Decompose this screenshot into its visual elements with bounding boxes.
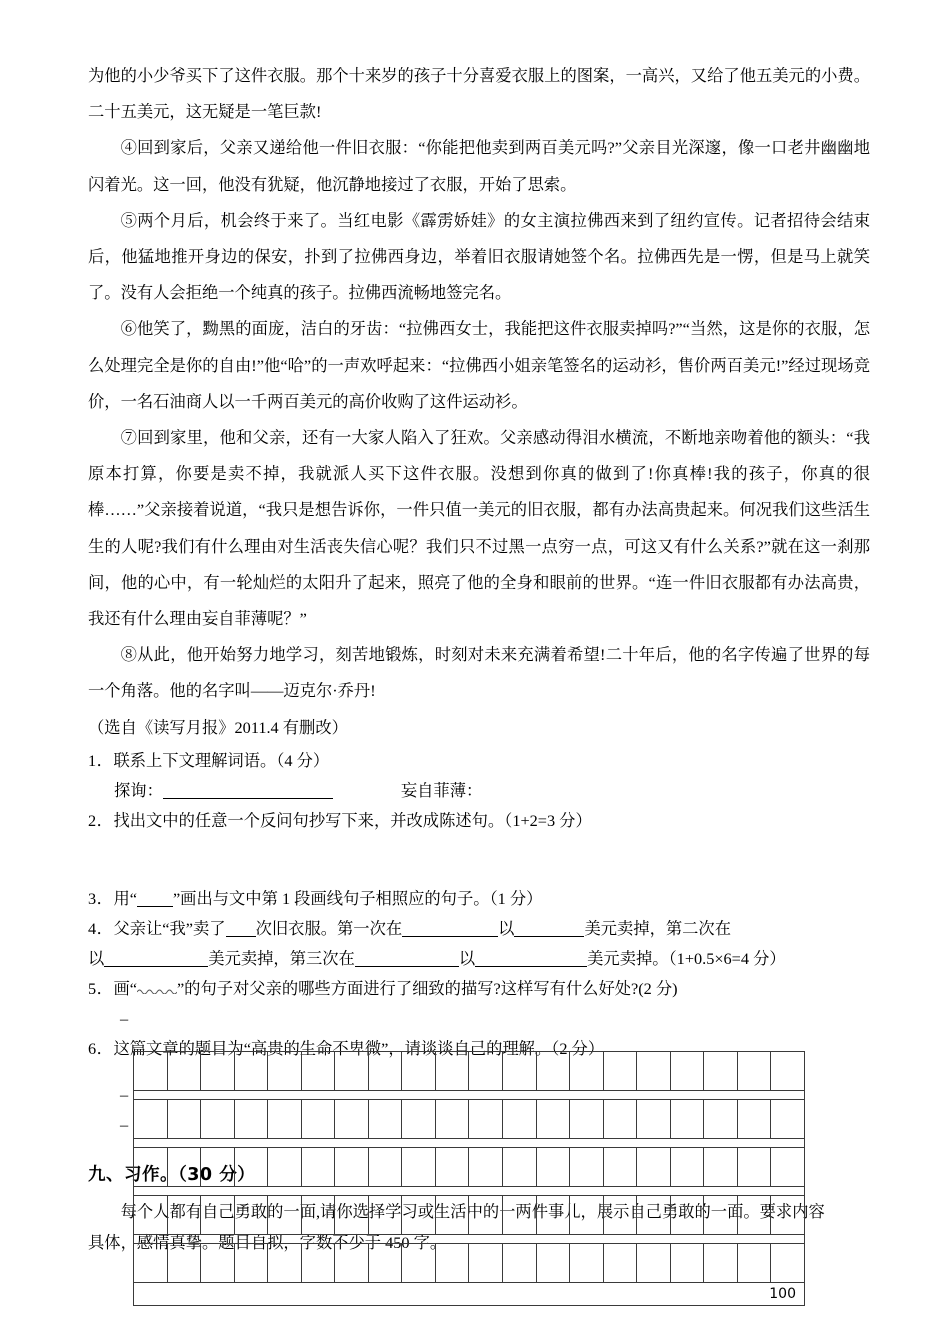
composition-writing-grid[interactable]: [133, 1051, 805, 1306]
question-4-blank-1[interactable]: [226, 919, 256, 937]
composition-grid-cell[interactable]: [134, 1148, 168, 1187]
composition-grid-cell[interactable]: [704, 1148, 738, 1187]
composition-grid-cell[interactable]: [402, 1244, 436, 1283]
wavy-underline-icon: [137, 980, 177, 996]
question-4-number: 4．: [88, 918, 114, 938]
composition-grid-row[interactable]: [134, 1100, 805, 1139]
composition-grid-separator-cell: [134, 1235, 805, 1244]
composition-grid-cell[interactable]: [637, 1100, 671, 1139]
composition-grid-row[interactable]: [134, 1148, 805, 1187]
composition-grid-cell[interactable]: [603, 1196, 637, 1235]
question-4-blank-4[interactable]: [104, 949, 208, 967]
question-1: [88, 746, 870, 776]
composition-grid-cell[interactable]: [234, 1052, 268, 1091]
question-4-text-f: 美元卖掉，第三次在: [208, 948, 355, 968]
composition-grid-cell[interactable]: [435, 1052, 469, 1091]
composition-grid-cell[interactable]: [603, 1100, 637, 1139]
composition-grid-cell[interactable]: [301, 1100, 335, 1139]
composition-grid-cell[interactable]: [435, 1100, 469, 1139]
composition-grid-cell[interactable]: [670, 1244, 704, 1283]
composition-grid-cell[interactable]: [637, 1244, 671, 1283]
question-4-line-2: [88, 944, 870, 974]
passage-paragraph-5: ⑤两个月后，机会终于来了。当红电影《霹雳娇娃》的女主演拉佛西来到了纽约宣传。记者招待会结束后，他猛地推开身边的保安，扑到了拉佛西身边，举着旧衣服请她签个名。拉佛西先是一愣，但是马上就笑了。没有人会拒绝一个纯真的孩子。拉佛西流畅地签完名。: [88, 210, 870, 303]
composition-grid-cell[interactable]: [536, 1244, 570, 1283]
question-4-text-g: 以: [458, 948, 476, 968]
question-1-term-1-label: 探询：: [114, 780, 163, 800]
composition-grid-cell[interactable]: [570, 1196, 604, 1235]
question-1-subfields: [88, 776, 870, 806]
composition-grid-cell[interactable]: [134, 1244, 168, 1283]
question-3-number: 3．: [88, 888, 114, 908]
question-5-answer-dash[interactable]: –: [120, 1008, 129, 1028]
composition-grid-cell[interactable]: [637, 1196, 671, 1235]
question-4-blank-2[interactable]: [402, 919, 498, 937]
composition-grid-cell[interactable]: [536, 1100, 570, 1139]
question-6-answer-dash-2[interactable]: –: [120, 1114, 129, 1134]
composition-grid-cell[interactable]: [167, 1148, 201, 1187]
composition-grid-cell[interactable]: [503, 1052, 537, 1091]
composition-word-count-marker: 100: [134, 1283, 805, 1306]
composition-grid-cell[interactable]: [368, 1148, 402, 1187]
question-4-text-e: 以: [88, 948, 105, 968]
composition-grid-cell[interactable]: [704, 1196, 738, 1235]
composition-grid-cell[interactable]: [301, 1244, 335, 1283]
composition-grid-cell[interactable]: [570, 1052, 604, 1091]
question-4-text-d: 美元卖掉，第二次在: [584, 918, 731, 938]
composition-grid-cell[interactable]: [570, 1244, 604, 1283]
composition-grid-cell[interactable]: [737, 1148, 771, 1187]
composition-grid-cell[interactable]: [737, 1052, 771, 1091]
composition-grid-cell[interactable]: [167, 1052, 201, 1091]
composition-grid-cell[interactable]: [670, 1100, 704, 1139]
passage-paragraph-6: ⑥他笑了，黝黑的面庞，洁白的牙齿：“拉佛西女士，我能把这件衣服卖掉吗?”“当然，这是你的衣服，怎么处理完全是你的自由!”他“哈”的一声欢呼起来：“拉佛西小姐亲笔签名的运动衫，售价两百美元!”经过现场竞价，一名石油商人以一千两百美元的高价收购了这件运动衫。: [88, 319, 870, 411]
question-5: [88, 974, 870, 1004]
composition-grid-cell[interactable]: [402, 1196, 436, 1235]
composition-grid-cell[interactable]: [469, 1244, 503, 1283]
composition-grid-cell[interactable]: [704, 1100, 738, 1139]
composition-grid-cell[interactable]: [503, 1148, 537, 1187]
composition-grid-cell[interactable]: [402, 1148, 436, 1187]
composition-grid-cell[interactable]: [536, 1196, 570, 1235]
composition-grid-cell[interactable]: [637, 1052, 671, 1091]
composition-grid-cell[interactable]: [771, 1196, 805, 1235]
composition-grid-cell[interactable]: [268, 1100, 302, 1139]
composition-grid-cell[interactable]: [737, 1244, 771, 1283]
composition-grid-cell[interactable]: [435, 1148, 469, 1187]
question-1-number: 1．: [88, 750, 114, 770]
composition-grid-separator-cell: [134, 1187, 805, 1196]
question-3: [88, 884, 870, 914]
composition-grid-cell[interactable]: [503, 1244, 537, 1283]
composition-grid-row[interactable]: [134, 1244, 805, 1283]
composition-grid-cell[interactable]: [268, 1244, 302, 1283]
question-4-text-a: 父亲让“我”卖了: [113, 918, 226, 938]
composition-grid-cell[interactable]: [737, 1196, 771, 1235]
composition-grid-cell[interactable]: [402, 1100, 436, 1139]
question-4-text-h: 美元卖掉。（1+0.5×6=4 分）: [587, 948, 786, 968]
composition-grid-separator-cell: [134, 1139, 805, 1148]
question-6-number: 6．: [88, 1038, 114, 1058]
composition-grid-cell[interactable]: [603, 1148, 637, 1187]
question-2-number: 2．: [88, 810, 114, 830]
composition-grid-cell[interactable]: [301, 1196, 335, 1235]
composition-grid-cell[interactable]: [704, 1244, 738, 1283]
composition-grid-cell[interactable]: [536, 1148, 570, 1187]
composition-grid-wrapper: [133, 1051, 805, 1306]
composition-grid-cell[interactable]: [335, 1100, 369, 1139]
question-3-underline-mark: [137, 889, 173, 907]
composition-grid-cell[interactable]: [435, 1196, 469, 1235]
composition-grid-cell[interactable]: [368, 1100, 402, 1139]
composition-grid-cell[interactable]: [268, 1052, 302, 1091]
composition-grid-cell[interactable]: [167, 1100, 201, 1139]
composition-grid-separator-row: [134, 1187, 805, 1196]
composition-grid-separator-cell: [134, 1091, 805, 1100]
question-1-text: 联系上下文理解词语。（4 分）: [113, 750, 330, 770]
question-4-blank-6[interactable]: [475, 949, 587, 967]
composition-grid-cell[interactable]: [536, 1052, 570, 1091]
composition-grid-cell[interactable]: [368, 1052, 402, 1091]
question-2: [88, 806, 870, 836]
composition-grid-cell[interactable]: [771, 1100, 805, 1139]
composition-grid-cell[interactable]: [134, 1100, 168, 1139]
composition-grid-cell[interactable]: [670, 1148, 704, 1187]
composition-grid-cell[interactable]: [503, 1196, 537, 1235]
composition-grid-cell[interactable]: [469, 1052, 503, 1091]
composition-grid-cell[interactable]: [603, 1052, 637, 1091]
composition-grid-cell[interactable]: [402, 1052, 436, 1091]
question-5-text-before: 画“: [113, 978, 137, 998]
composition-grid-cell[interactable]: [704, 1052, 738, 1091]
question-4-text-c: 以: [498, 918, 515, 938]
composition-grid-cell[interactable]: [771, 1148, 805, 1187]
composition-grid-cell[interactable]: [167, 1196, 201, 1235]
composition-grid-cell[interactable]: [771, 1052, 805, 1091]
composition-grid-cell[interactable]: [335, 1052, 369, 1091]
question-3-text-before: 用“: [113, 888, 137, 908]
composition-grid-cell[interactable]: [335, 1196, 369, 1235]
question-5-number: 5．: [88, 978, 114, 998]
question-4-line-1: [88, 914, 870, 944]
composition-grid-footer-row: [134, 1283, 805, 1306]
passage-source-attribution: （选自《读写月报》2011.4 有删改）: [88, 717, 348, 737]
composition-grid-cell[interactable]: [737, 1100, 771, 1139]
question-1-term-2-label: 妄自菲薄：: [400, 780, 483, 800]
composition-grid-cell[interactable]: [435, 1244, 469, 1283]
composition-grid-cell[interactable]: [469, 1148, 503, 1187]
composition-grid-cell[interactable]: [234, 1148, 268, 1187]
composition-grid-cell[interactable]: [670, 1196, 704, 1235]
question-4-blank-5[interactable]: [355, 949, 459, 967]
composition-grid-cell[interactable]: [234, 1244, 268, 1283]
composition-grid-cell[interactable]: [469, 1100, 503, 1139]
question-3-text-after: ”画出与文中第 1 段画线句子相照应的句子。（1 分）: [172, 888, 543, 908]
composition-grid-cell[interactable]: [603, 1244, 637, 1283]
composition-grid-cell[interactable]: [268, 1196, 302, 1235]
question-2-answer-space[interactable]: [88, 836, 870, 884]
composition-grid-cell[interactable]: [201, 1196, 235, 1235]
composition-grid-cell[interactable]: [368, 1244, 402, 1283]
composition-grid-row[interactable]: [134, 1196, 805, 1235]
passage-paragraph-8: ⑧从此，他开始努力地学习，刻苦地锻炼，时刻对未来充满着希望!二十年后，他的名字传遍了世界的每一个角落。他的名字叫——迈克尔·乔丹!: [88, 645, 870, 701]
composition-grid-cell[interactable]: [301, 1052, 335, 1091]
question-6-text: 这篇文章的题目为“高贵的生命不卑微”，请谈谈自己的理解。（2 分）: [113, 1038, 605, 1058]
composition-grid-cell[interactable]: [234, 1196, 268, 1235]
composition-grid-body: [134, 1052, 805, 1306]
composition-grid-cell[interactable]: [201, 1052, 235, 1091]
passage-paragraph-4: ④回到家后，父亲又递给他一件旧衣服：“你能把他卖到两百美元吗?”父亲目光深邃，像一口老井幽幽地闪着光。这一回，他没有犹疑，他沉静地接过了衣服，开始了思索。: [88, 138, 870, 194]
question-1-term-1-answer-blank[interactable]: [163, 781, 333, 799]
composition-grid-cell[interactable]: [167, 1244, 201, 1283]
composition-grid-cell[interactable]: [570, 1100, 604, 1139]
reading-passage: [88, 58, 870, 746]
composition-grid-cell[interactable]: [771, 1244, 805, 1283]
composition-grid-cell[interactable]: [201, 1100, 235, 1139]
composition-grid-separator-row: [134, 1139, 805, 1148]
composition-grid-cell[interactable]: [335, 1244, 369, 1283]
composition-grid-cell[interactable]: [469, 1196, 503, 1235]
question-2-text: 找出文中的任意一个反问句抄写下来，并改成陈述句。（1+2=3 分）: [113, 810, 592, 830]
composition-grid-cell[interactable]: [134, 1052, 168, 1091]
composition-grid-cell[interactable]: [268, 1148, 302, 1187]
question-4-blank-3[interactable]: [514, 919, 584, 937]
composition-grid-cell[interactable]: [301, 1148, 335, 1187]
composition-prompt-line-1: 每个人都有自己勇敢的一面,请你选择学习或生活中的一两件事儿，展示自己勇敢的一面。要求内容: [120, 1201, 825, 1221]
question-5-text-after: ”的句子对父亲的哪些方面进行了细致的描写?这样写有什么好处?(2 分): [176, 978, 678, 998]
composition-grid-cell[interactable]: [637, 1148, 671, 1187]
composition-grid-cell[interactable]: [134, 1196, 168, 1235]
composition-grid-row[interactable]: [134, 1052, 805, 1091]
composition-grid-cell[interactable]: [503, 1100, 537, 1139]
composition-grid-cell[interactable]: [234, 1100, 268, 1139]
composition-grid-cell[interactable]: [670, 1052, 704, 1091]
composition-grid-cell[interactable]: [570, 1148, 604, 1187]
passage-paragraph-7: ⑦回到家里，他和父亲，还有一大家人陷入了狂欢。父亲感动得泪水横流，不断地亲吻着他的额头：“我原本打算，你要是卖不掉，我就派人买下这件衣服。没想到你真的做到了!你真棒!我的孩子，你真的很棒……”父亲接着说道，“我只是想告诉你，一件只值一美元的旧衣服，都有办法高贵起来。何况我们这些活生生的人呢?我们有什么理由对生活丧失信心呢？我们只不过黑一点穷一点，可这又有什么关系?”就在这一刹那间，他的心中，有一轮灿烂的太阳升了起来，照亮了他的全身和眼前的世界。“连一件旧衣服都有办法高贵，我还有什么理由妄自菲薄呢？”: [88, 428, 870, 629]
composition-prompt-line-2: 具体，感情真挚。题目自拟，字数不少于 450 字。: [88, 1232, 447, 1252]
composition-section-heading: 九、习作。（30 分）: [88, 1164, 256, 1185]
composition-grid-separator-row: [134, 1091, 805, 1100]
composition-grid-cell[interactable]: [201, 1148, 235, 1187]
passage-paragraph-continuation: 为他的小少爷买下了这件衣服。那个十来岁的孩子十分喜爱衣服上的图案，一高兴，又给了他五美元的小费。二十五美元，这无疑是一笔巨款!: [88, 66, 870, 122]
composition-grid-cell[interactable]: [201, 1244, 235, 1283]
composition-grid-cell[interactable]: [335, 1148, 369, 1187]
question-4-text-b: 次旧衣服。第一次在: [255, 918, 403, 938]
composition-grid-cell[interactable]: [368, 1196, 402, 1235]
composition-grid-separator-row: [134, 1235, 805, 1244]
question-6-answer-dash-1[interactable]: –: [120, 1084, 129, 1104]
